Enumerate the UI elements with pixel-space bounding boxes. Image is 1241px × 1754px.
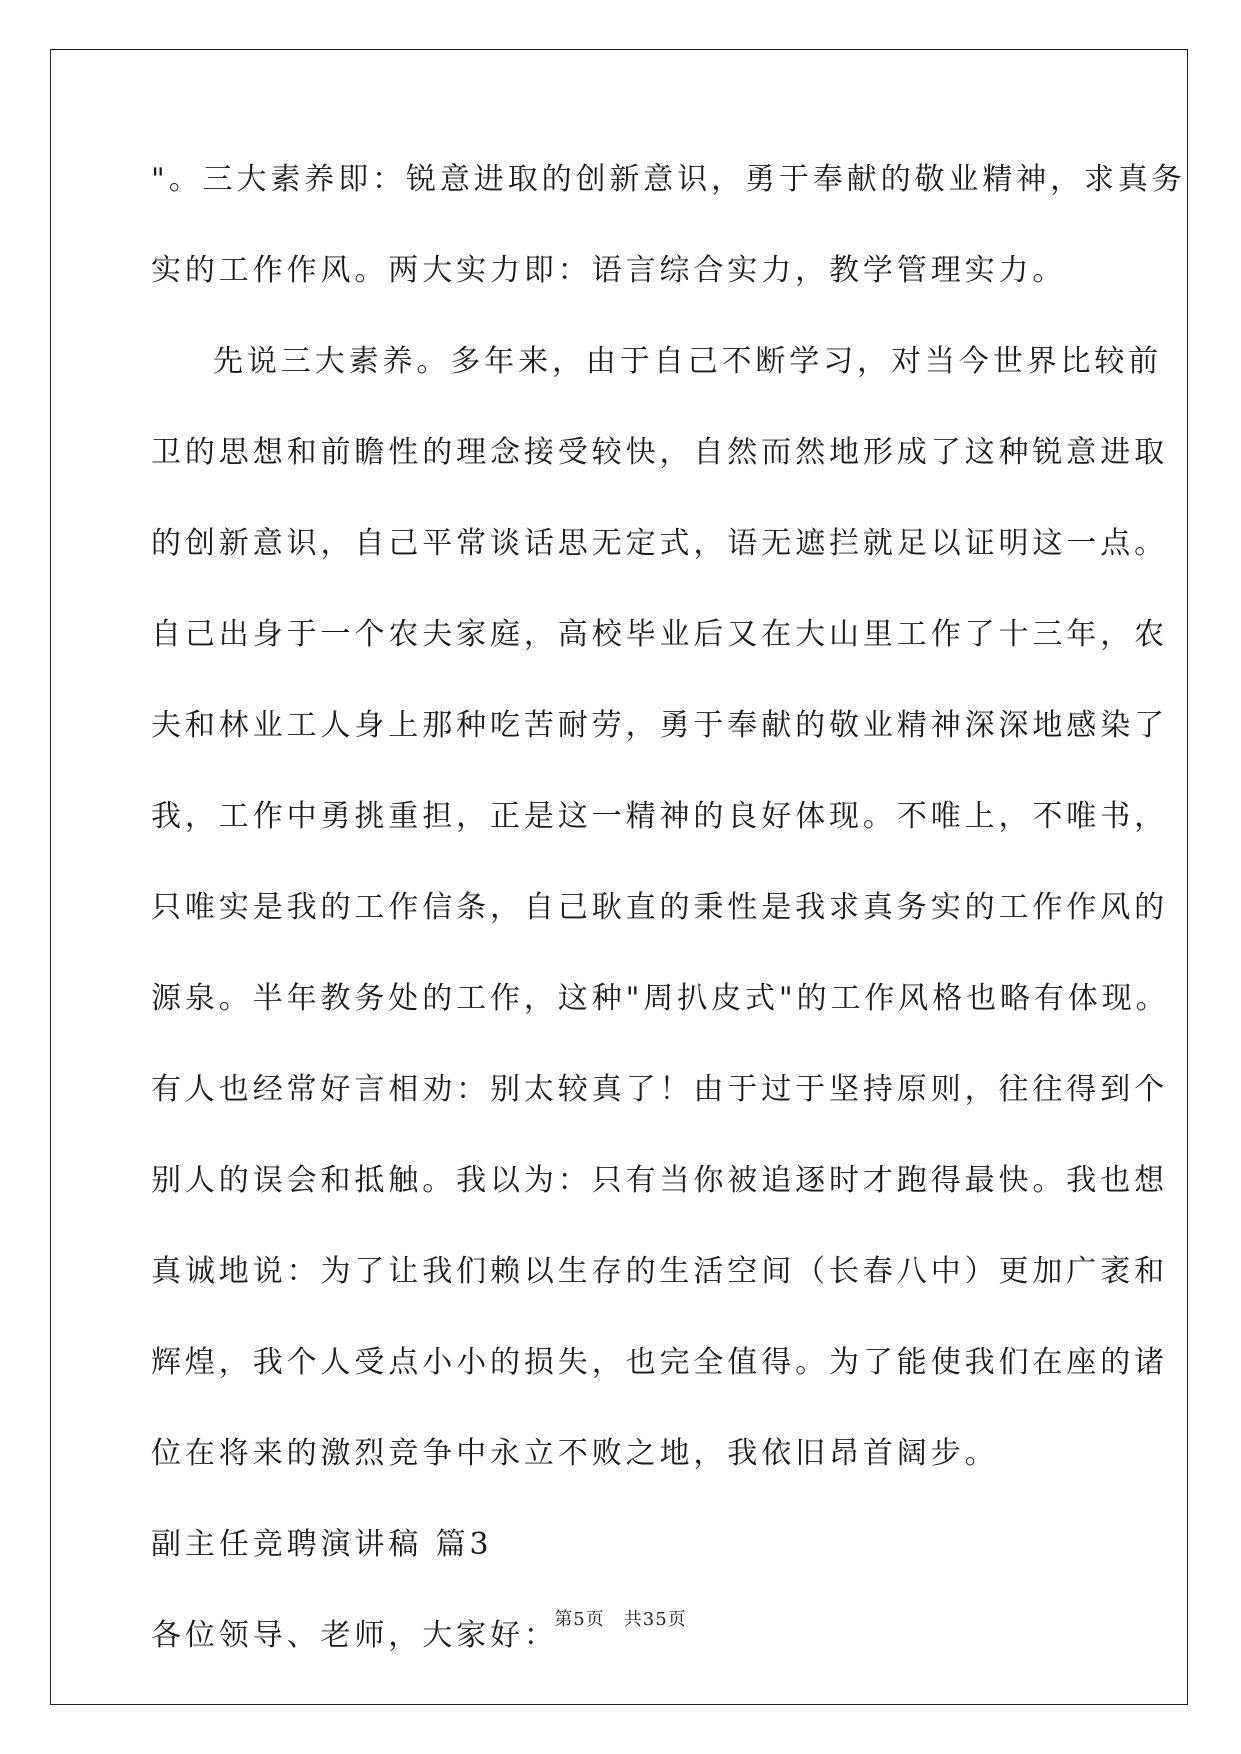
text-line: 源泉。半年教务处的工作，这种"周扒皮式"的工作风格也略有体现。 [151,981,1170,1016]
text-line: 的创新意识，自己平常谈话思无定式，语无遮拦就足以证明这一点。 [151,526,1168,561]
text-line: 我，工作中勇挑重担，正是这一精神的良好体现。不唯上，不唯书， [151,799,1168,834]
text-line: 真诚地说：为了让我们赖以生存的生活空间（长春八中）更加广袤和 [151,1254,1168,1289]
text-line: 实的工作作风。两大实力即：语言综合实力，教学管理实力。 [151,253,1067,288]
text-line: 卫的思想和前瞻性的理念接受较快，自然而然地形成了这种锐意进取 [151,435,1168,470]
text-line: 位在将来的激烈竞争中永立不败之地，我依旧昂首阔步。 [151,1436,999,1471]
text-line: 别人的误会和抵触。我以为：只有当你被追逐时才跑得最快。我也想 [151,1163,1168,1198]
text-line: 夫和林业工人身上那种吃苦耐劳，勇于奉献的敬业精神深深地感染了 [151,708,1168,743]
text-line: 有人也经常好言相劝：别太较真了！由于过于坚持原则，往往得到个 [151,1072,1168,1107]
salutation-line: 各位领导、老师，大家好： [151,1618,558,1653]
paragraph-start-line: 先说三大素养。多年来，由于自己不断学习，对当今世界比较前 [213,344,1163,379]
text-line: 自己出身于一个农夫家庭，高校毕业后又在大山里工作了十三年，农 [151,617,1168,652]
section-heading: 副主任竞聘演讲稿 篇3 [151,1527,493,1562]
text-line: 只唯实是我的工作信条，自己耿直的秉性是我求真务实的工作作风的 [151,890,1168,925]
text-line: 辉煌，我个人受点小小的损失，也完全值得。为了能使我们在座的诸 [151,1345,1168,1380]
page-footer: 第5页 共35页 [554,1609,687,1630]
text-line: "。三大素养即：锐意进取的创新意识，勇于奉献的敬业精神，求真务 [151,162,1186,197]
document-body [151,160,1186,1707]
